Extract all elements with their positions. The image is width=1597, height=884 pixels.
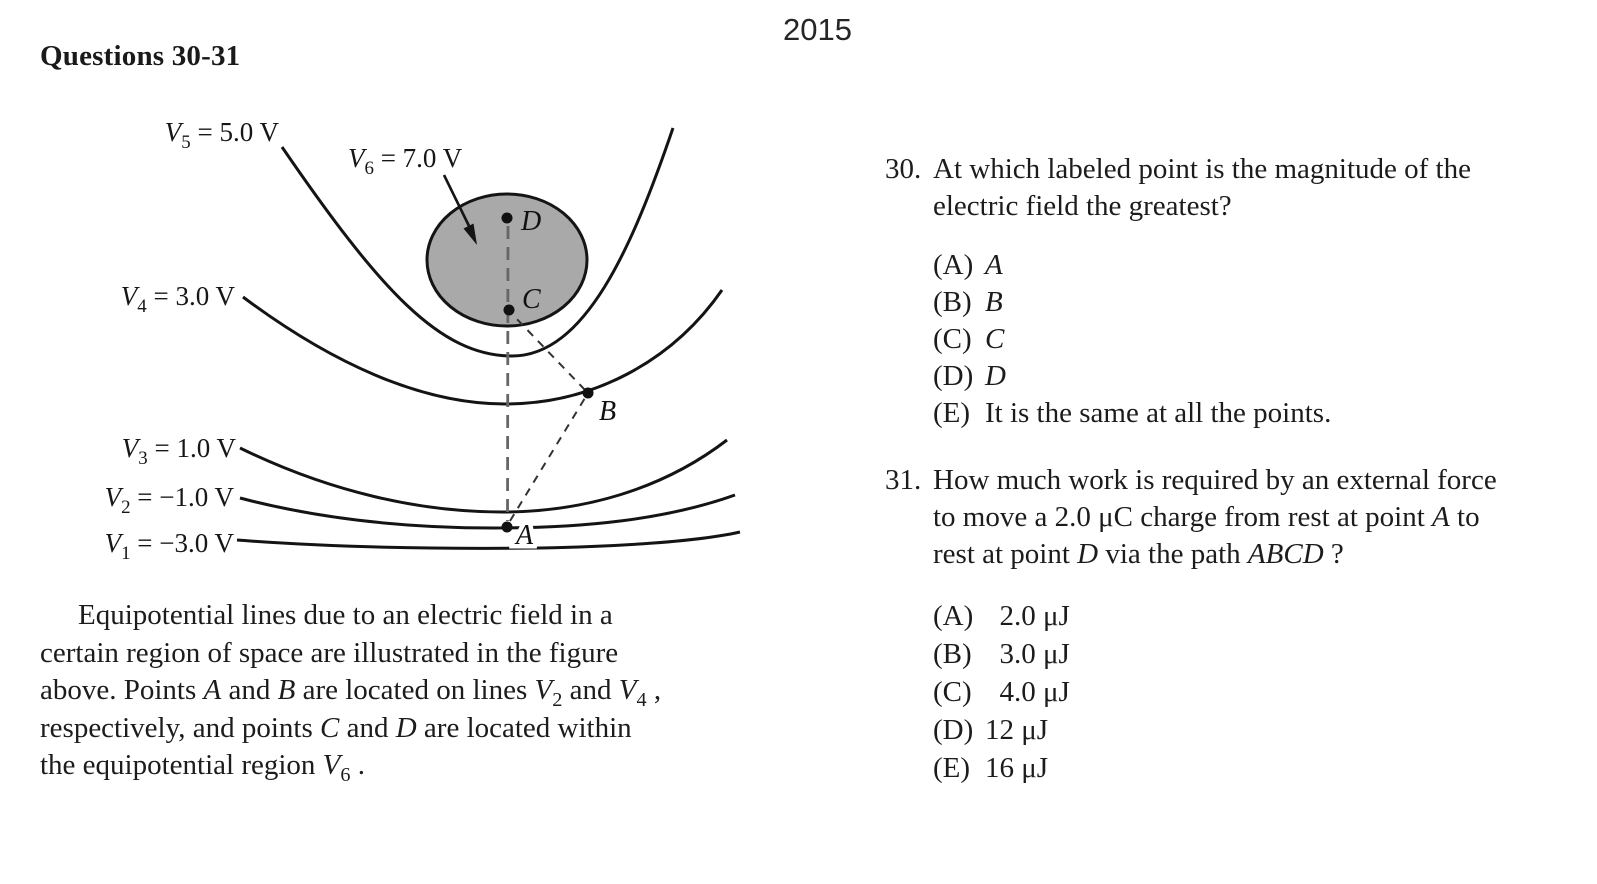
equipotential-curve-v3: [240, 440, 727, 512]
option-value: It is the same at all the points.: [985, 397, 1332, 429]
questions-heading: Questions 30-31: [40, 40, 241, 72]
caption-line: certain region of space are illustrated in the figure: [40, 636, 619, 669]
option-row: [933, 321, 1471, 358]
question-31: [885, 462, 1497, 787]
option-row: [933, 247, 1471, 284]
equipotential-curve-v1: [237, 532, 740, 548]
question-31-stem-line: How much work is required by an external force: [933, 464, 1497, 496]
point-c-label: C: [522, 284, 541, 315]
page-year: 2015: [783, 12, 852, 47]
point-d-label: D: [521, 206, 542, 237]
path-ad-dashed: [508, 226, 509, 521]
caption-line: the equipotential region $V_6$ .: [40, 749, 366, 786]
point-b-dot: [583, 388, 594, 399]
question-31-options: [933, 597, 1497, 787]
point-a-dot: [502, 522, 513, 533]
option-value: 3.0 μJ: [985, 638, 1070, 670]
option-label: (A): [933, 249, 974, 281]
option-row: [933, 635, 1497, 673]
option-value: 16 μJ: [985, 752, 1049, 784]
option-label: (C): [933, 676, 972, 708]
question-30-number: 30.: [885, 153, 922, 185]
v4-label: $V_4 = 3.0$ V: [120, 281, 235, 317]
question-30-options: [933, 247, 1471, 432]
point-d-dot: [502, 213, 513, 224]
point-b-label: B: [599, 396, 617, 427]
option-value: C: [985, 323, 1005, 355]
option-label: (D): [933, 360, 974, 392]
v1-label: $V_1 = -3.0$ V: [104, 528, 234, 564]
question-30-body: [933, 151, 1471, 432]
option-value: 2.0 μJ: [985, 600, 1070, 632]
caption-line: respectively, and points C and D are located within: [40, 711, 632, 744]
option-row: [933, 597, 1497, 635]
question-30-stem-line: electric field the greatest?: [933, 190, 1232, 222]
option-value: 4.0 μJ: [985, 676, 1070, 708]
option-label: (C): [933, 323, 972, 355]
question-31-number: 31.: [885, 464, 922, 496]
question-31-stem-line: to move a 2.0 μC charge from rest at point A to: [933, 501, 1480, 533]
option-label: (E): [933, 397, 971, 429]
option-row: [933, 711, 1497, 749]
option-row: [933, 673, 1497, 711]
v2-label: $V_2 = -1.0$ V: [104, 482, 234, 518]
option-label: (E): [933, 752, 971, 784]
option-value: D: [985, 360, 1006, 392]
figure-caption: [40, 597, 770, 785]
question-30-stem-line: At which labeled point is the magnitude of the: [933, 153, 1471, 185]
option-label: (D): [933, 714, 974, 746]
path-ab-dashed: [510, 398, 585, 521]
option-label: (A): [933, 600, 974, 632]
option-value: B: [985, 286, 1003, 318]
v6-label: $V_6 = 7.0$ V: [348, 143, 463, 179]
option-value: A: [985, 249, 1003, 281]
option-label: (B): [933, 286, 972, 318]
v5-label: $V_5 = 5.0$ V: [164, 117, 279, 153]
question-30: [885, 151, 1471, 432]
caption-line: Equipotential lines due to an electric field in a: [78, 599, 613, 631]
option-label: (B): [933, 638, 972, 670]
question-31-body: [933, 462, 1497, 787]
option-row: [933, 749, 1497, 787]
v3-label: $V_3 = 1.0$ V: [121, 433, 236, 469]
point-a-label: A: [516, 520, 534, 551]
option-row: [933, 358, 1471, 395]
option-row: [933, 395, 1471, 432]
option-value: 12 μJ: [985, 714, 1049, 746]
caption-line: above. Points A and B are located on lines $V_2$ and $V_4$ ,: [40, 674, 662, 711]
equipotential-figure: [0, 0, 790, 580]
question-31-stem-line: rest at point D via the path ABCD ?: [933, 538, 1344, 570]
option-row: [933, 284, 1471, 321]
point-c-dot: [504, 305, 515, 316]
